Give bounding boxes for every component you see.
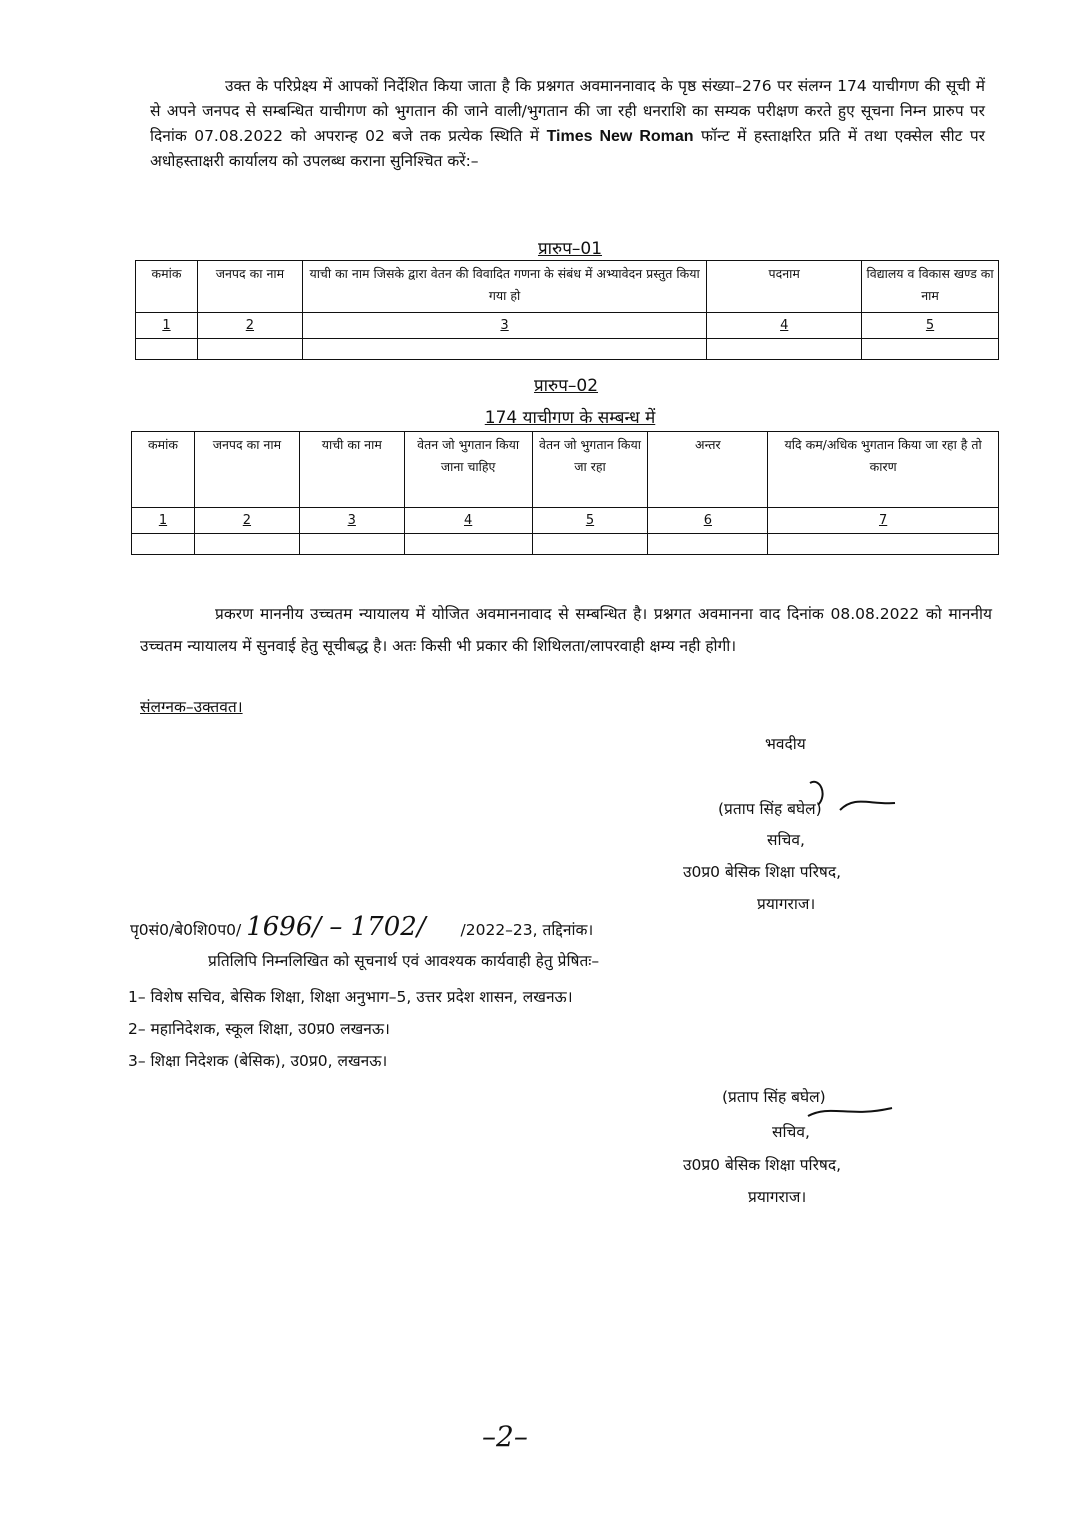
table-header: पदनाम	[707, 261, 862, 313]
table-header: यदि कम/अधिक भुगतान किया जा रहा है तो कारण	[768, 432, 999, 508]
column-number: 7	[768, 508, 999, 534]
column-number: 5	[532, 508, 648, 534]
table-header: याची का नाम	[299, 432, 404, 508]
table-cell	[768, 534, 999, 555]
table-header: याची का नाम जिसके द्वारा वेतन की विवादित गणना के संबंध में अभ्यावेदन प्रस्तुत किया गया हो	[302, 261, 706, 313]
table-cell	[707, 339, 862, 360]
reference-suffix: /2022–23, तद्दिनांक।	[460, 921, 594, 939]
signatory-designation: सचिव,	[772, 1123, 810, 1141]
signature-scribble	[800, 1098, 900, 1128]
table-header: कमांक	[132, 432, 195, 508]
format2-subtitle: 174 याचीगण के सम्बन्ध में	[484, 408, 656, 428]
table-cell	[862, 339, 999, 360]
table-header: वेतन जो भुगतान किया जा रहा	[532, 432, 648, 508]
copy-to-intro: प्रतिलिपि निम्नलिखित को सूचनार्थ एवं आवश्यक कार्यवाही हेतु प्रेषितः–	[208, 952, 600, 970]
intro-paragraph	[150, 74, 985, 174]
signatory-name: (प्रताप सिंह बघेल)	[722, 1088, 826, 1106]
table-cell	[132, 534, 195, 555]
table-header: जनपद का नाम	[194, 432, 299, 508]
table-header: जनपद का नाम	[197, 261, 302, 313]
table-header: वेतन जो भुगतान किया जाना चाहिए	[404, 432, 532, 508]
page-number: –2–	[482, 1420, 528, 1453]
signatory-city: प्रयागराज।	[748, 1188, 807, 1206]
table-header: अन्तर	[648, 432, 768, 508]
column-number: 1	[132, 508, 195, 534]
column-number: 4	[404, 508, 532, 534]
format1-table	[135, 260, 999, 360]
table-header: विद्यालय व विकास खण्ड का नाम	[862, 261, 999, 313]
format2-title: प्रारुप–02	[533, 376, 599, 396]
format1-title: प्रारुप–01	[537, 239, 603, 259]
signatory-office: उ0प्र0 बेसिक शिक्षा परिषद,	[683, 1156, 842, 1174]
table-cell	[136, 339, 198, 360]
signatory-city: प्रयागराज।	[757, 895, 816, 913]
column-number: 3	[299, 508, 404, 534]
regards: भवदीय	[765, 735, 806, 753]
signatory-name: (प्रताप सिंह बघेल)	[718, 800, 822, 818]
font-name: Times New Roman	[546, 128, 694, 145]
signature-scribble	[800, 775, 900, 820]
copy-to-item: 1– विशेष सचिव, बेसिक शिक्षा, शिक्षा अनुभाग–5, उत्तर प्रदेश शासन, लखनऊ।	[128, 988, 573, 1006]
handwritten-reference-number: 1696/ – 1702/	[246, 912, 426, 942]
table-cell	[299, 534, 404, 555]
reference-prefix: पृ0सं0/बे0शि0प0/	[130, 921, 242, 939]
intro-text: उक्त के परिप्रेक्ष्य में आपकों निर्देशित किया जाता है कि प्रश्नगत अवमाननावाद के पृष्ठ संख्या–276 पर संलग्न 174 याचीगण की सूची में से अपने जनपद से सम्बन्धित याचीगण को भुगतान की जाने वाली/भुगतान की जा रही धनराशि का सम्यक परीक्षण करते हुए सूचना निम्न प्रारुप पर दिनांक 07.08.2022 को अपरान्ह 02 बजे तक प्रत्येक स्थिति में	[150, 77, 985, 145]
column-number: 3	[302, 313, 706, 339]
signatory-office: उ0प्र0 बेसिक शिक्षा परिषद,	[683, 863, 842, 881]
column-number: 4	[707, 313, 862, 339]
closing-text: प्रकरण माननीय उच्चतम न्यायालय में योजित अवमाननावाद से सम्बन्धित है। प्रश्नगत अवमानना वाद दिनांक 08.08.2022 को माननीय उच्चतम न्यायालय में सुनवाई हेतु सूचीबद्ध है। अतः किसी भी प्रकार की शिथिलता/लापरवाही क्षम्य नही होगी।	[140, 605, 992, 655]
table-cell	[404, 534, 532, 555]
column-number: 2	[197, 313, 302, 339]
column-number: 6	[648, 508, 768, 534]
enclosure-note: संलग्नक–उक्तवत।	[140, 698, 243, 716]
table-cell	[532, 534, 648, 555]
reference-line	[130, 912, 593, 942]
table-cell	[197, 339, 302, 360]
column-number: 5	[862, 313, 999, 339]
table-cell	[194, 534, 299, 555]
table-cell	[302, 339, 706, 360]
intro-text-2: फॉन्ट में हस्ताक्षरित प्रति में तथा एक्सेल सीट पर अधोहस्ताक्षरी कार्यालय को उपलब्ध कराना सुनिश्चित करें:–	[150, 127, 985, 170]
column-number: 2	[194, 508, 299, 534]
table-cell	[648, 534, 768, 555]
closing-paragraph	[140, 598, 992, 662]
format2-table	[131, 431, 999, 555]
copy-to-item: 2– महानिदेशक, स्कूल शिक्षा, उ0प्र0 लखनऊ।	[128, 1020, 390, 1038]
table-header: कमांक	[136, 261, 198, 313]
signatory-designation: सचिव,	[767, 831, 805, 849]
column-number: 1	[136, 313, 198, 339]
copy-to-item: 3– शिक्षा निदेशक (बेसिक), उ0प्र0, लखनऊ।	[128, 1052, 388, 1070]
